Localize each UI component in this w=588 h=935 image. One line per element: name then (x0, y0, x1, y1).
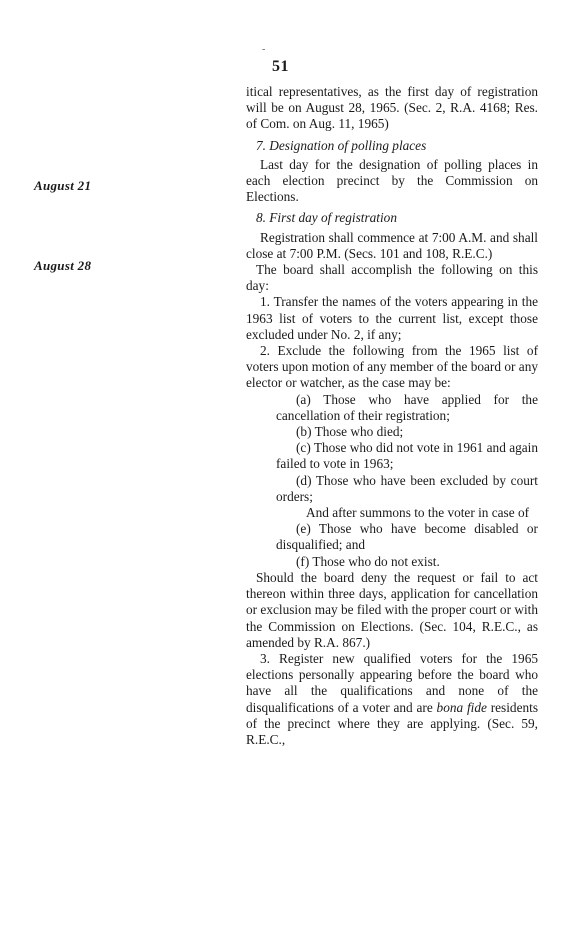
paragraph-designation: Last day for the designation of polling places in each election precinct by the Commission on Elections. (246, 156, 538, 205)
section-heading-7: 7. Designation of polling places (256, 137, 427, 153)
sub-item-c: (c) Those who did not vote in 1961 and again failed to vote in 1963; (276, 440, 538, 472)
sub-item-d: (d) Those who have been excluded by court orders; (276, 472, 538, 504)
sub-item-after-summons: And after summons to the voter in case of (306, 505, 530, 521)
page-number: 51 (272, 58, 289, 75)
list-item-transfer: 1. Transfer the names of the voters appearing in the 1963 list of voters to the current list, except those excluded under No. 2, if any; (246, 294, 538, 342)
paragraph-continuation: itical representatives, as the first day of registration will be on August 28, 1965. (Sec. 2, R.A. 4168; Res. of Com. on Aug. 11, 1965) (246, 84, 538, 132)
body-text (246, 84, 538, 748)
section-heading-8: 8. First day of registration (256, 210, 397, 226)
sub-item-b: (b) Those who died; (296, 424, 404, 440)
paragraph-board-tasks: The board shall accomplish the following on this day: (246, 262, 538, 294)
paragraph-should-board-deny: Should the board deny the request or fail to act thereon within three days, application for cancellation or exclusion may be filed with the proper court or with the Commission on Elections. (Sec. 104, R.E.C., as amended by R.A. 867.) (246, 569, 538, 650)
item3-text-end: residents of the precinct where they are applying. (Sec. 59, R.E.C., (246, 699, 538, 747)
list-item-register (246, 651, 538, 748)
margin-note-august-21: August 21 (34, 178, 92, 193)
sub-item-e: (e) Those who have become disabled or disqualified; and (276, 521, 538, 553)
paragraph-registration-hours: Registration shall commence at 7:00 A.M. and shall close at 7:00 P.M. (Secs. 101 and 108, R.E.C.) (246, 229, 538, 261)
sub-item-f: (f) Those who do not exist. (296, 553, 440, 569)
list-item-exclude: 2. Exclude the following from the 1965 list of voters upon motion of any member of the board or any elector or watcher, as the case may be: (246, 343, 538, 391)
item3-text-italic: bona fide (436, 699, 487, 715)
sub-item-a: (a) Those who have applied for the cancellation of their registration; (276, 391, 538, 423)
margin-note-august-28: August 28 (34, 258, 92, 273)
item3-text-start: 3. Register new qualified voters for the 1965 elections personally appearing before the board who have all the qualifications and none of the disqualifications of a voter and are (246, 650, 538, 715)
page-mark: - (262, 44, 266, 55)
